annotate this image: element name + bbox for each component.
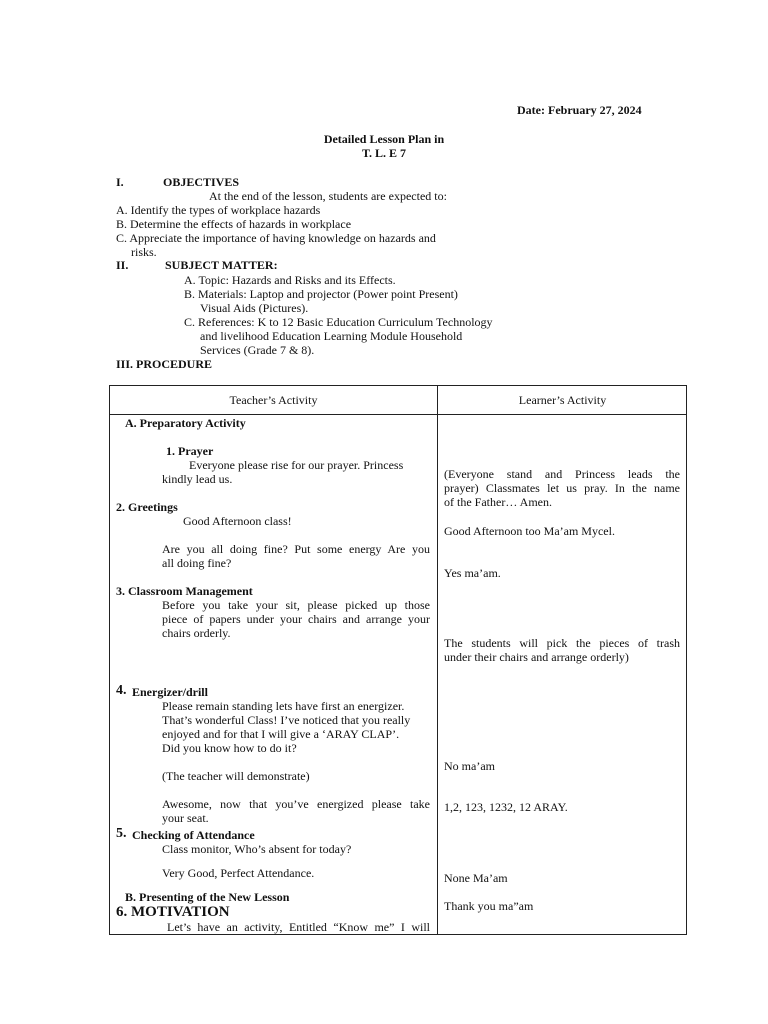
subject-matter-number: II. — [116, 258, 129, 272]
subject-matter-line: B. Materials: Laptop and projector (Power point Present) — [184, 287, 458, 301]
teacher-text: That’s wonderful Class! I’ve noticed that you really — [162, 713, 411, 727]
teacher-text: your seat. — [162, 811, 209, 825]
teacher-text: all doing fine? — [162, 556, 232, 570]
energizer-number: 4. — [116, 683, 127, 698]
learner-text: Good Afternoon too Ma’am Mycel. — [444, 524, 615, 538]
learner-text: The students will pick the pieces of trash — [444, 636, 680, 650]
doc-title-line2: T. L. E 7 — [361, 146, 407, 160]
motivation-heading: 6. MOTIVATION — [116, 904, 230, 920]
learner-text: (Everyone stand and Princess leads the — [444, 467, 680, 481]
new-lesson-heading: B. Presenting of the New Lesson — [125, 890, 290, 904]
teacher-text: Awesome, now that you’ve energized please take — [162, 797, 430, 811]
objectives-intro: At the end of the lesson, students are expected to: — [209, 189, 447, 203]
teacher-text: Before you take your sit, please picked up those — [162, 598, 430, 612]
learner-activity-header: Learner’s Activity — [518, 393, 607, 407]
subject-matter-heading: SUBJECT MATTER: — [165, 258, 278, 272]
subject-matter-line: A. Topic: Hazards and Risks and its Effects. — [184, 273, 396, 287]
learner-text: prayer) Classmates let us pray. In the name — [444, 481, 680, 495]
energizer-heading: Energizer/drill — [132, 685, 208, 699]
teacher-text: Let’s have an activity, Entitled “Know me” I will — [167, 920, 430, 934]
objectives-heading: OBJECTIVES — [163, 175, 240, 189]
lesson-date: Date: February 27, 2024 — [517, 103, 642, 117]
teacher-text: Are you all doing fine? Put some energy Are you — [162, 542, 430, 556]
column-divider — [437, 386, 438, 934]
header-divider — [110, 414, 686, 415]
teacher-text: Did you know how to do it? — [162, 741, 297, 755]
learner-text: Yes ma’am. — [444, 566, 501, 580]
attendance-number: 5. — [116, 826, 127, 841]
teacher-text: Good Afternoon class! — [183, 514, 292, 528]
teacher-text: enjoyed and for that I will give a ‘ARAY CLAP’. — [162, 727, 400, 741]
learner-text: of the Father… Amen. — [444, 495, 552, 509]
objective-item-continued: risks. — [131, 245, 157, 259]
teacher-text: (The teacher will demonstrate) — [162, 769, 310, 783]
procedure-heading: III. PROCEDURE — [116, 357, 213, 371]
objective-item: B. Determine the effects of hazards in workplace — [116, 217, 352, 231]
learner-text: 1,2, 123, 1232, 12 ARAY. — [444, 800, 568, 814]
teacher-text: Please remain standing lets have first an energizer. — [162, 699, 405, 713]
teacher-text: Class monitor, Who’s absent for today? — [162, 842, 352, 856]
prayer-heading: 1. Prayer — [166, 444, 214, 458]
teacher-text: kindly lead us. — [162, 472, 233, 486]
subject-matter-line: and livelihood Education Learning Module Household — [200, 329, 463, 343]
objective-item: A. Identify the types of workplace hazards — [116, 203, 321, 217]
preparatory-activity-heading: A. Preparatory Activity — [125, 416, 246, 430]
doc-title-line1: Detailed Lesson Plan in — [323, 132, 445, 146]
learner-text: Thank you ma”am — [444, 899, 534, 913]
learner-text: None Ma’am — [444, 871, 508, 885]
classroom-management-heading: 3. Classroom Management — [116, 584, 253, 598]
subject-matter-line: C. References: K to 12 Basic Education Curriculum Technology — [184, 315, 493, 329]
teacher-text: Everyone please rise for our prayer. Princess — [189, 458, 404, 472]
objective-item: C. Appreciate the importance of having knowledge on hazards and — [116, 231, 436, 245]
teacher-text: chairs orderly. — [162, 626, 231, 640]
teacher-text: Very Good, Perfect Attendance. — [162, 866, 315, 880]
teacher-text: piece of papers under your chairs and arrange your — [162, 612, 430, 626]
teacher-activity-header: Teacher’s Activity — [229, 393, 318, 407]
attendance-heading: Checking of Attendance — [132, 828, 255, 842]
learner-text: No ma’am — [444, 759, 495, 773]
objectives-number: I. — [116, 175, 124, 189]
greetings-heading: 2. Greetings — [116, 500, 178, 514]
learner-text: under their chairs and arrange orderly) — [444, 650, 629, 664]
procedure-table — [109, 385, 687, 935]
subject-matter-line: Visual Aids (Pictures). — [200, 301, 309, 315]
subject-matter-line: Services (Grade 7 & 8). — [200, 343, 315, 357]
